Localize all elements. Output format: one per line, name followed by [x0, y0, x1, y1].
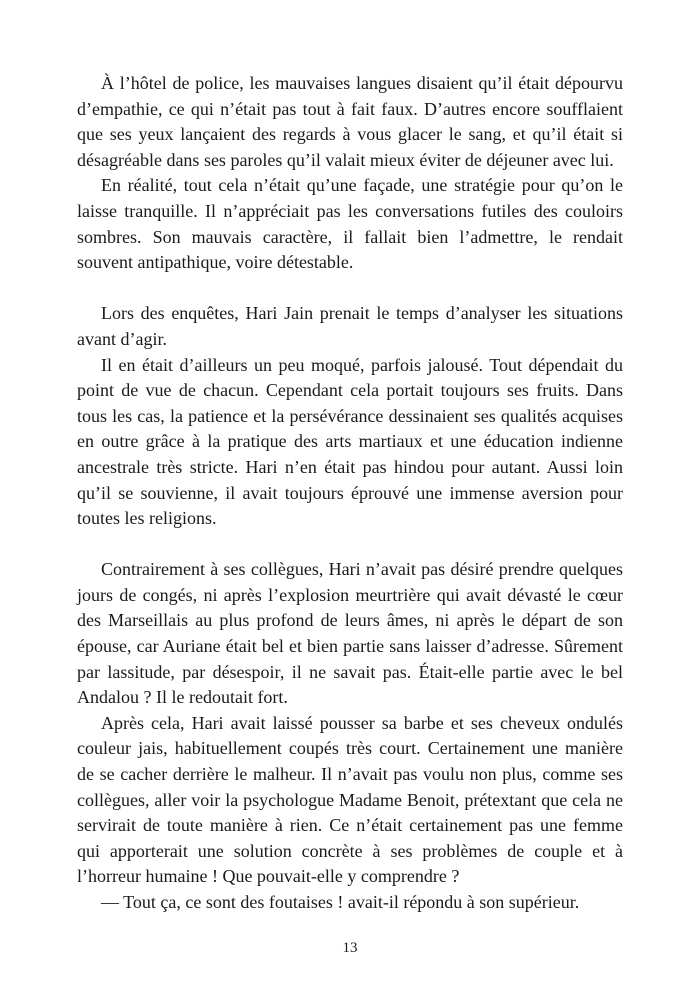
paragraph-4: Il en était d’ailleurs un peu moqué, parfois jalousé. Tout dépendait du point de vue de chacun. Cependant cela portait toujours ses fruits. Dans tous les cas, la patience et la persévérance dessinaient ses qualités acquises en outre grâce à la pratique des arts martiaux et une éducation indienne ancestrale très stricte. Hari n’en était pas hindou pour autant. Aussi loin qu’il se souvienne, il avait toujours éprouvé une immense aversion pour toutes les religions. — [77, 354, 623, 529]
paragraph-1: À l’hôtel de police, les mauvaises langues disaient qu’il était dépourvu d’empathie, ce qui n’était pas tout à fait faux. D’autres encore soufflaient que ses yeux lançaient des regards à vous glacer le sang, et qu’il était si désagréable dans ses paroles qu’il valait mieux éviter de déjeuner avec lui. — [77, 73, 623, 170]
paragraph-3: Lors des enquêtes, Hari Jain prenait le temps d’analyser les situations avant d’agir. — [77, 303, 623, 349]
page-number: 13 — [342, 940, 358, 956]
paragraph-6: Après cela, Hari avait laissé pousser sa barbe et ses cheveux ondulés couleur jais, habituellement coupés très court. Certainement une manière de se cacher derrière le malheur. Il n’avait pas voulu non plus, comme ses collègues, aller voir la psychologue Madame Benoit, prétextant que cela ne servirait de toute manière à rien. Ce n’était certainement pas une femme qui apporterait une solution concrète à ses problèmes de couple et à l’horreur humaine ! Que pouvait-elle y comprendre ? — [77, 712, 623, 887]
paragraph-2: En réalité, tout cela n’était qu’une façade, une stratégie pour qu’on le laisse tranquille. Il n’appréciait pas les conversations futiles des couloirs sombres. Son mauvais caractère, il fallait bien l’admettre, le rendait souvent antipathique, voire détestable. — [77, 175, 623, 273]
paragraph-5: Contrairement à ses collègues, Hari n’avait pas désiré prendre quelques jours de congés, ni après l’explosion meurtrière qui avait dévasté le cœur des Marseillais au plus profond de leurs âmes, ni après le départ de son épouse, car Auriane était bel et bien partie sans laisser d’adresse. Sûrement par lassitude, par désespoir, il ne savait pas. Était-elle partie avec le bel Andalou ? Il le redoutait fort. — [77, 559, 623, 708]
paragraph-7: — Tout ça, ce sont des foutaises ! avait-il répondu à son supérieur. — [101, 892, 580, 912]
section-break — [77, 276, 623, 302]
page-body — [77, 71, 623, 916]
section-break — [77, 532, 623, 558]
